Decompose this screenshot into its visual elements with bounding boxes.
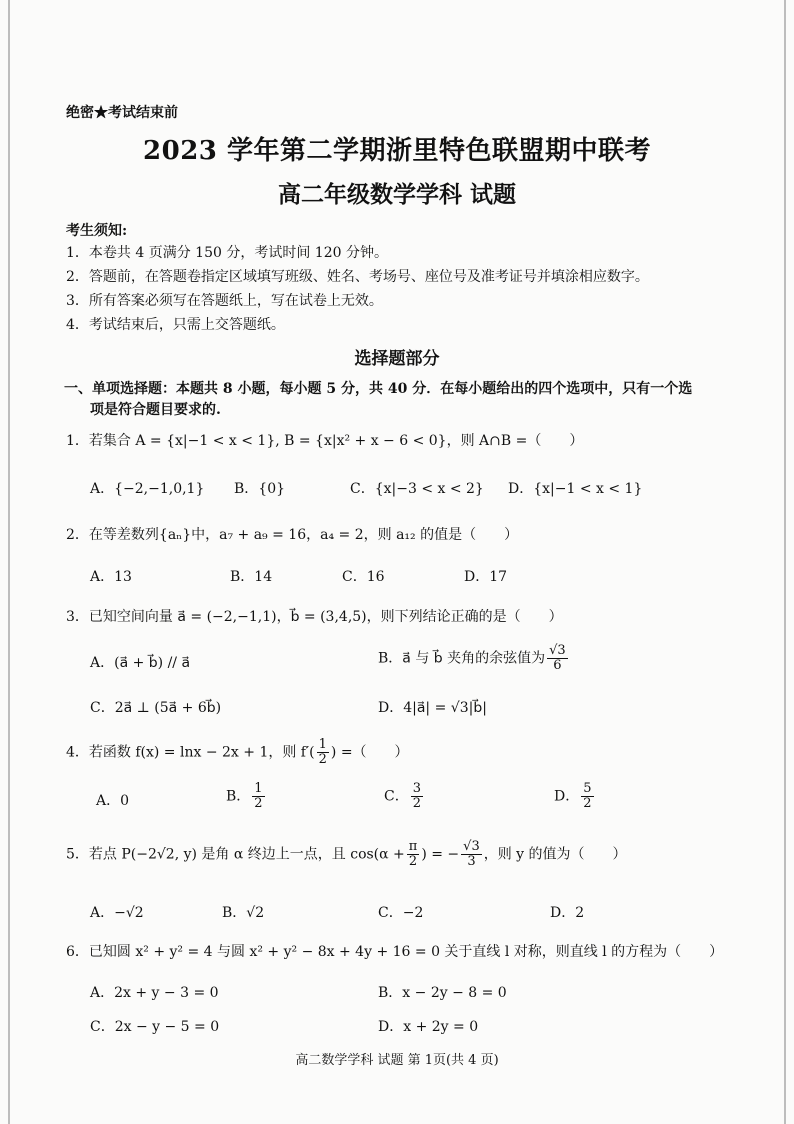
option-letter: D．: [554, 788, 580, 805]
question-5-stem-post: ，则 y 的值为（ ）: [483, 846, 627, 863]
part-instructions-line1: 一、单项选择题：本题共 8 小题，每小题 5 分，共 40 分．在每小题给出的四个选项中，只有一个选: [64, 381, 693, 397]
question-4-option-d: [554, 782, 596, 811]
question-4-option-c-fraction: [411, 782, 423, 811]
question-1-option-d: D．{x|−1 < x < 1}: [508, 481, 643, 497]
notice-item-2: 2．答题前，在答题卷指定区域填写班级、姓名、考场号、座位号及准考证号并填涂相应数字。: [66, 269, 649, 285]
question-6-option-b: B．x − 2y − 8 = 0: [378, 985, 507, 1001]
option-letter: C．: [384, 788, 409, 805]
fraction-denominator: 6: [553, 658, 562, 673]
fraction-numerator: 3: [412, 781, 421, 796]
fraction-numerator: √3: [463, 839, 480, 854]
question-4-option-a: A．0: [96, 793, 130, 809]
question-3-option-b-text: B．a⃗ 与 b⃗ 夹角的余弦值为: [378, 650, 546, 667]
part-instructions-line2: 项是符合题目要求的.: [90, 402, 221, 418]
question-4-option-d-fraction: [581, 782, 593, 811]
fraction-numerator: 1: [254, 781, 263, 796]
option-letter: B．: [226, 788, 251, 805]
question-6-option-a: A．2x + y − 3 = 0: [90, 985, 219, 1001]
question-4-stem-fraction: [317, 738, 329, 767]
question-2-option-c: C．16: [342, 569, 385, 585]
question-5-stem-mid: ) = −: [421, 846, 460, 863]
notice-item-1: 1．本卷共 4 页满分 150 分，考试时间 120 分钟。: [66, 245, 388, 261]
question-5-stem-pre: 5．若点 P(−2√2, y) 是角 α 终边上一点，且 cos(α +: [66, 846, 405, 863]
question-4-stem-pre: 4．若函数 f(x) = lnx − 2x + 1，则 f′(: [66, 744, 315, 761]
page-footer: 高二数学学科 试题 第 1页(共 4 页): [295, 1053, 499, 1068]
question-3-option-a: A．(a⃗ + b⃗) // a⃗: [90, 655, 191, 671]
question-3-stem: 3．已知空间向量 a⃗ = (−2,−1,1)，b⃗ = (3,4,5)，则下列结论正确的是（ ）: [66, 609, 563, 625]
question-4-option-b-fraction: [252, 782, 264, 811]
question-6-option-d: D．x + 2y = 0: [378, 1019, 479, 1035]
question-5-option-c: C．−2: [378, 905, 424, 921]
question-5-stem-fraction-1: [407, 840, 420, 869]
question-5-option-d: D．2: [550, 905, 585, 921]
scan-edge-right: [784, 0, 786, 1124]
fraction-denominator: 2: [318, 752, 327, 767]
question-2-option-a: A．13: [90, 569, 132, 585]
fraction-denominator: 2: [254, 796, 263, 811]
notice-item-3: 3．所有答案必须写在答题纸上，写在试卷上无效。: [66, 293, 383, 309]
question-5-option-b: B．√2: [222, 905, 265, 921]
question-2-option-d: D．17: [464, 569, 508, 585]
fraction-denominator: 2: [412, 796, 421, 811]
fraction-numerator: √3: [549, 643, 566, 658]
question-3-option-d: D．4|a⃗| = √3|b⃗|: [378, 700, 487, 716]
fraction-denominator: 2: [408, 854, 418, 869]
exam-subtitle: 高二年级数学学科 试题: [277, 181, 516, 208]
question-2-option-b: B．14: [230, 569, 273, 585]
question-3-option-b-fraction: [547, 644, 568, 673]
question-5-stem-fraction-2: [461, 840, 482, 869]
fraction-numerator: 5: [583, 781, 592, 796]
notice-title: 考生须知:: [66, 223, 128, 239]
question-3-option-c: C．2a⃗ ⊥ (5a⃗ + 6b⃗): [90, 700, 222, 716]
section-title: 选择题部分: [354, 349, 440, 369]
question-4-stem-post: ) =（ ）: [330, 744, 409, 761]
fraction-denominator: 2: [583, 796, 592, 811]
question-2-stem: 2．在等差数列{aₙ}中，a₇ + a₉ = 16，a₄ = 2，则 a₁₂ 的值是（ ）: [66, 527, 519, 543]
question-1-option-c: C．{x|−3 < x < 2}: [350, 481, 484, 497]
question-1-stem: 1．若集合 A = {x|−1 < x < 1}, B = {x|x² + x − 6 < 0}，则 A∩B =（ ）: [66, 433, 584, 449]
question-5-option-a: A．−√2: [90, 905, 144, 921]
fraction-numerator: 1: [318, 737, 327, 752]
question-3-option-b: [378, 644, 570, 673]
exam-title: 2023 学年第二学期浙里特色联盟期中联考: [143, 136, 651, 166]
question-1-option-b: B．{0}: [234, 481, 286, 497]
question-6-stem: 6．已知圆 x² + y² = 4 与圆 x² + y² − 8x + 4y + 16 = 0 关于直线 l 对称，则直线 l 的方程为（ ）: [66, 944, 724, 960]
question-4-option-b: [226, 782, 267, 811]
question-4-option-c: [384, 782, 425, 811]
question-5-stem: [66, 840, 627, 869]
question-4-stem: [66, 738, 409, 767]
notice-item-4: 4．考试结束后，只需上交答题纸。: [66, 317, 285, 333]
scan-edge-left: [8, 0, 10, 1124]
fraction-denominator: 3: [467, 854, 476, 869]
fraction-numerator: π: [408, 839, 418, 854]
question-6-option-c: C．2x − y − 5 = 0: [90, 1019, 220, 1035]
question-1-option-a: A．{−2,−1,0,1}: [90, 481, 205, 497]
secret-label: 绝密★考试结束前: [66, 105, 178, 121]
